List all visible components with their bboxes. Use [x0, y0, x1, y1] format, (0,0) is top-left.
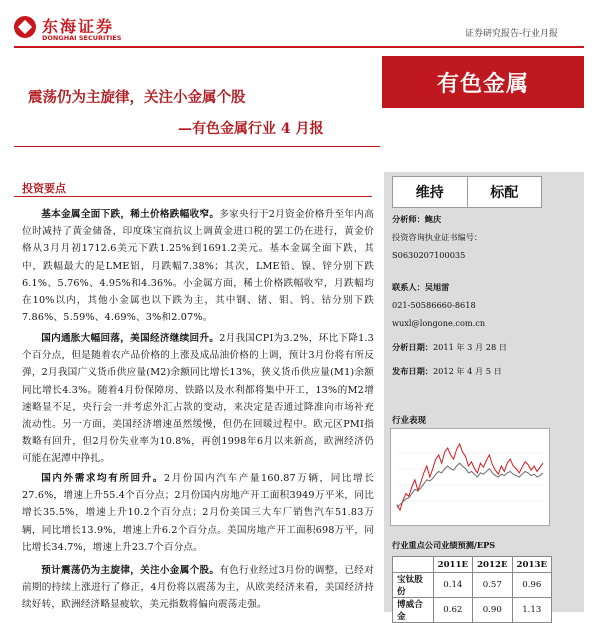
series-line-0: [397, 444, 543, 510]
rating-box: [392, 176, 542, 208]
contact-name: 吴旭雷: [424, 282, 450, 292]
company-name: 博威合金: [393, 598, 434, 623]
paragraph-outlook: [22, 562, 374, 614]
contact-line: [392, 282, 449, 293]
eps-value: 0.57: [473, 573, 512, 598]
eps-table: [392, 556, 552, 623]
table-header-cell: 2012E: [473, 557, 512, 573]
logo-mark-icon: [14, 16, 36, 38]
logo-text-en: DONGHAI SECURITIES: [42, 34, 122, 42]
table-header-cell: [393, 557, 434, 573]
cert-label: 投资咨询执业证书编号：: [392, 232, 483, 242]
industry-chart: [390, 428, 550, 526]
paragraph-metals: [22, 206, 374, 326]
sector-banner: 有色金属: [382, 56, 584, 108]
publish-date: 2012 年 4 月 5 日: [432, 366, 502, 376]
paragraph-text: 有色行业经过3月份的调整，已经对前期的持续上涨进行了修正，4月份将以震荡为主，从欧美经济来看，美国经济持续好转，欧洲经济略显疲软，美元指数将偏向震荡走强。: [22, 565, 374, 611]
report-title: 震荡仍为主旋律，关注小金属个股: [28, 89, 246, 106]
table-row: [393, 573, 552, 598]
chart-label: 行业表现: [392, 416, 427, 426]
chart-svg: [391, 429, 549, 525]
report-type: 证券研究报告-行业月报: [464, 29, 558, 39]
contact-email[interactable]: wuxl@longone.com.cn: [392, 318, 486, 328]
eps-value: 0.62: [433, 598, 472, 623]
analyst-line: [392, 214, 441, 225]
publish-date-line: [392, 366, 502, 377]
rating-action: 维持: [415, 185, 444, 201]
table-header-cell: 2013E: [512, 557, 551, 573]
paragraph-inflation: [22, 330, 374, 468]
paragraph-lead: 国内外需求均有所回升。: [41, 473, 165, 484]
eps-value: 0.90: [473, 598, 512, 623]
paragraph-lead: 国内通胀大幅回落，美国经济继续回升。: [41, 333, 220, 344]
analyst-label: 分析师：: [392, 214, 425, 224]
logo-text-cn: 东海证券: [42, 17, 115, 36]
paragraph-demand: [22, 470, 374, 556]
section-heading: 投资要点: [22, 182, 66, 195]
contact-phone: 021-50586660-8618: [392, 300, 476, 310]
paragraph-text: 2月我国CPI为3.2%，环比下降1.3个百分点，但是随着农产品价格的上涨及成品油价格的上调，预计3月份将有所反弹，2月我国广义货币供应量(M2)余额同比增长13%，狭义货币供应量(M1)余额同比增长4.3%。随着4月份保障房、铁路以及水利都将集中开工，13%的M2增速略显不足，央行会一并考虑外汇占款的变动，来决定是否通过降准向市场补充流动性。另一方面，美国经济增速虽然缓慢，但仍在回暖过程中。欧元区PMI指数略有回升，但2月份失业率为10.8%，再创1998年6月以来新高，欧洲经济仍可能在泥潭中挣扎。: [22, 333, 374, 465]
table-header-cell: 2011E: [433, 557, 472, 573]
publish-date-label: 发布日期：: [392, 366, 433, 376]
header-divider: [14, 46, 584, 48]
contact-label: 联系人：: [392, 282, 425, 292]
analysis-date-line: [392, 342, 507, 353]
paragraph-lead: 基本金属全面下跌，稀土价格跌幅收窄。: [41, 209, 220, 220]
table-row: [393, 598, 552, 623]
report-subtitle: —有色金属行业 4 月报: [178, 121, 324, 137]
analyst-name: 鲍庆: [424, 214, 442, 224]
rating-value: 标配: [467, 177, 542, 207]
paragraph-text: 多家央行于2月资金价格升至年内高位时减持了黄金储备，印度珠宝商抗议上调黄金进口税的罢工仍在进行，黄金价格从3月月初1712.6美元下跌1.25%到1691.2美元。基本金属全面下跌，其中，跌幅最大的是LME铝，月跌幅7.38%；其次，LME铅、镍、锌分别下跌6.1%、5.76%、4.95%和4.36%。小金属方面，稀土价格跌幅收窄，月跌幅均在10%以内，其他小金属也以下跌为主，其中钢、锗、钼、钨、钴分别下跌7.86%、5.59%、4.69%、3%和2.07%。: [22, 209, 374, 324]
eps-table-title: 行业重点公司业绩预测/EPS: [392, 540, 496, 550]
eps-value: 0.96: [512, 573, 551, 598]
eps-value: 0.14: [433, 573, 472, 598]
paragraph-lead: 预计震荡仍为主旋律，关注小金属个股。: [41, 565, 220, 576]
analysis-date-label: 分析日期：: [392, 342, 433, 352]
eps-value: 1.13: [512, 598, 551, 623]
company-name: 宝钛股份: [393, 573, 434, 598]
section-divider: [14, 196, 372, 197]
analysis-date: 2011 年 3 月 28 日: [432, 342, 507, 352]
logo: [14, 12, 134, 46]
table-header-row: [393, 557, 552, 573]
cert-number: S0630207100035: [392, 250, 466, 260]
paragraph-text: 2月份国内汽车产量160.87万辆，同比增长27.6%，增速上升55.4个百分点；2月份国内房地产开工面积3949万平米，同比增长35.5%，增速上升10.2个百分点；2月份美国三大车厂销售汽车51.83万辆，同比增长13.9%，增速上升6.2个百分点。美国房地产开工面积698万平，同比增长34.7%，增速上升23.7个百分点。: [22, 473, 374, 553]
title-divider: [14, 146, 380, 147]
